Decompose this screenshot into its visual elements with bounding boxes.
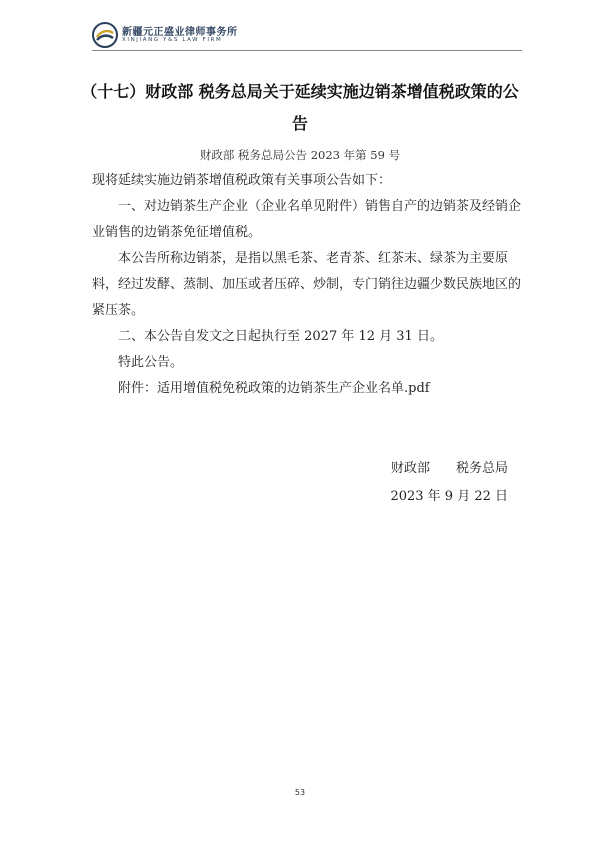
- clause-1-paragraph: 一、对边销茶生产企业（企业名单见附件）销售自产的边销茶及经销企业销售的边销茶免征增值税。: [92, 199, 522, 240]
- signature-organizations: 财政部 税务总局: [390, 461, 508, 476]
- document-title: （十七）财政部 税务总局关于延续实施边销茶增值税政策的公告: [81, 82, 519, 133]
- signature-date: 2023 年 9 月 22 日: [390, 489, 508, 504]
- firm-name-en: XINJIANG Y&S LAW FIRM: [122, 37, 223, 43]
- firm-name-cn: 新疆元正盛业律师事务所: [122, 27, 238, 38]
- header-divider: [92, 50, 522, 51]
- law-firm-logo-icon: [92, 22, 118, 48]
- page-header: [92, 20, 522, 52]
- document-body: [92, 168, 522, 402]
- closing-paragraph: 特此公告。: [118, 355, 184, 370]
- clause-2-paragraph: 二、本公告自发文之日起执行至 2027 年 12 月 31 日。: [118, 329, 443, 344]
- definition-paragraph: 本公告所称边销茶，是指以黑毛茶、老青茶、红茶末、绿茶为主要原料，经过发酵、蒸制、加压或者压碎、炒制，专门销往边疆少数民族地区的紧压茶。: [92, 251, 522, 318]
- intro-paragraph: 现将延续实施边销茶增值税政策有关事项公告如下：: [92, 173, 392, 188]
- document-number: 财政部 税务总局公告 2023 年第 59 号: [199, 148, 401, 162]
- page-number: 53: [294, 788, 306, 797]
- attachment-paragraph: 附件：适用增值税免税政策的边销茶生产企业名单.pdf: [118, 381, 430, 396]
